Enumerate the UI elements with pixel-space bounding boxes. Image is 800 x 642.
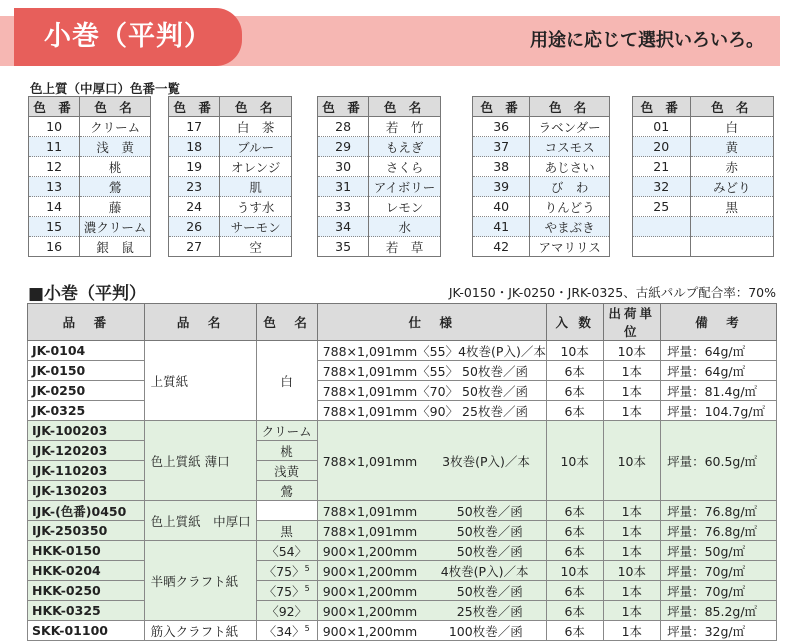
quantity: 6本 bbox=[546, 401, 603, 421]
product-code: HKK-0204 bbox=[28, 561, 145, 581]
spec-size: 788×1,091mm bbox=[322, 503, 418, 519]
color-name: 浅 黄 bbox=[80, 137, 151, 157]
color-number: 37 bbox=[473, 137, 530, 157]
col-header-color-number: 色 番 bbox=[473, 97, 530, 117]
color-number: 13 bbox=[29, 177, 80, 197]
color-number: 33 bbox=[318, 197, 369, 217]
color-number bbox=[633, 237, 691, 257]
color-row bbox=[633, 137, 774, 157]
spec bbox=[317, 601, 546, 621]
header-quantity: 入 数 bbox=[546, 304, 603, 341]
color-row bbox=[169, 117, 292, 137]
color-row bbox=[633, 197, 774, 217]
color-table-1 bbox=[28, 96, 151, 257]
quantity: 6本 bbox=[546, 361, 603, 381]
color-row bbox=[318, 137, 441, 157]
table-row bbox=[28, 601, 777, 621]
quantity: 6本 bbox=[546, 541, 603, 561]
quantity: 6本 bbox=[546, 521, 603, 541]
spec bbox=[317, 621, 546, 641]
product-code: HKK-0250 bbox=[28, 581, 145, 601]
shipping-unit: 1本 bbox=[603, 381, 661, 401]
header-color-name: 色 名 bbox=[256, 304, 317, 341]
color-number: 24 bbox=[169, 197, 220, 217]
color-chart-title: 色上質（中厚口）色番一覧 bbox=[30, 81, 181, 96]
spec-size: 900×1,200mm bbox=[322, 563, 418, 579]
col-header-color-number: 色 番 bbox=[169, 97, 220, 117]
color-row bbox=[169, 217, 292, 237]
table-row bbox=[28, 381, 777, 401]
color-name: 黒 bbox=[690, 197, 773, 217]
color-name: みどり bbox=[690, 177, 773, 197]
table-row bbox=[28, 621, 777, 641]
col-header-color-name: 色 名 bbox=[530, 97, 610, 117]
color-number: 34 bbox=[318, 217, 369, 237]
color-number: 20 bbox=[633, 137, 691, 157]
product-code: IJK-250350 bbox=[28, 521, 145, 541]
color-name bbox=[256, 601, 317, 621]
shipping-unit: 10本 bbox=[603, 341, 661, 361]
table-row bbox=[28, 401, 777, 421]
color-name: 鶯 bbox=[256, 481, 317, 501]
color-number: 39 bbox=[473, 177, 530, 197]
product-code: SKK-01100 bbox=[28, 621, 145, 641]
color-name: ブルー bbox=[220, 137, 292, 157]
remarks: 坪量：64g/㎡ bbox=[661, 341, 777, 361]
product-code: HKK-0150 bbox=[28, 541, 145, 561]
basis-weight-label: 〈34〉 bbox=[263, 623, 305, 639]
color-row bbox=[473, 177, 610, 197]
color-name: 水 bbox=[369, 217, 441, 237]
spec-size: 788×1,091mm bbox=[322, 523, 418, 539]
remarks: 坪量：60.5g/㎡ bbox=[661, 421, 777, 501]
color-name: 肌 bbox=[220, 177, 292, 197]
product-code: IJK-110203 bbox=[28, 461, 145, 481]
product-code: JK-0150 bbox=[28, 361, 145, 381]
color-row bbox=[473, 157, 610, 177]
product-code: IJK-120203 bbox=[28, 441, 145, 461]
product-table bbox=[27, 303, 777, 641]
color-number: 25 bbox=[633, 197, 691, 217]
basis-weight-superscript: 5 bbox=[304, 623, 310, 633]
color-name: 赤 bbox=[690, 157, 773, 177]
color-row bbox=[169, 197, 292, 217]
color-row bbox=[318, 217, 441, 237]
spec-pack: 25枚巻／函 bbox=[456, 603, 523, 619]
table-row bbox=[28, 361, 777, 381]
product-code: IJK-(色番)0450 bbox=[28, 501, 145, 521]
shipping-unit: 1本 bbox=[603, 521, 661, 541]
table-row bbox=[28, 341, 777, 361]
product-name: 半晒クラフト紙 bbox=[144, 541, 256, 621]
spec: 788×1,091mm〈90〉 25枚巻／函 bbox=[317, 401, 546, 421]
col-header-color-number: 色 番 bbox=[29, 97, 80, 117]
spec-pack: 50枚巻／函 bbox=[456, 583, 523, 599]
color-number: 10 bbox=[29, 117, 80, 137]
color-number: 42 bbox=[473, 237, 530, 257]
spec: 788×1,091mm 3枚巻(P入)／本 bbox=[317, 421, 546, 501]
color-table-4 bbox=[472, 96, 610, 257]
spec bbox=[317, 501, 546, 521]
color-row bbox=[473, 197, 610, 217]
spec: 788×1,091mm〈55〉4枚巻(P入)／本 bbox=[317, 341, 546, 361]
col-header-color-number: 色 番 bbox=[633, 97, 691, 117]
color-name: やまぶき bbox=[530, 217, 610, 237]
remarks: 坪量：32g/㎡ bbox=[661, 621, 777, 641]
product-code: JK-0250 bbox=[28, 381, 145, 401]
quantity: 6本 bbox=[546, 581, 603, 601]
color-name: 若 竹 bbox=[369, 117, 441, 137]
color-name: 若 草 bbox=[369, 237, 441, 257]
color-name: 鶯 bbox=[80, 177, 151, 197]
color-name: さくら bbox=[369, 157, 441, 177]
remarks: 坪量：85.2g/㎡ bbox=[661, 601, 777, 621]
recycled-pulp-note: JK-0150・JK-0250・JRK-0325、古紙パルプ配合率：70% bbox=[448, 285, 776, 300]
spec-pack: 50枚巻／函 bbox=[456, 543, 523, 559]
col-header-color-name: 色 名 bbox=[369, 97, 441, 117]
quantity: 6本 bbox=[546, 621, 603, 641]
remarks: 坪量：76.8g/㎡ bbox=[661, 501, 777, 521]
color-number: 15 bbox=[29, 217, 80, 237]
color-table-2 bbox=[168, 96, 292, 257]
color-number: 27 bbox=[169, 237, 220, 257]
color-name: アイボリー bbox=[369, 177, 441, 197]
color-number: 41 bbox=[473, 217, 530, 237]
page-title: 小巻（平判） bbox=[14, 8, 242, 66]
product-code: IJK-130203 bbox=[28, 481, 145, 501]
color-name: コスモス bbox=[530, 137, 610, 157]
color-name: サーモン bbox=[220, 217, 292, 237]
color-row bbox=[29, 197, 151, 217]
spec-size: 900×1,200mm bbox=[322, 583, 418, 599]
col-header-color-name: 色 名 bbox=[220, 97, 292, 117]
color-number: 29 bbox=[318, 137, 369, 157]
color-row bbox=[169, 237, 292, 257]
remarks: 坪量：50g/㎡ bbox=[661, 541, 777, 561]
header-remarks: 備 考 bbox=[661, 304, 777, 341]
remarks: 坪量：81.4g/㎡ bbox=[661, 381, 777, 401]
color-name bbox=[256, 501, 317, 521]
color-number: 18 bbox=[169, 137, 220, 157]
spec bbox=[317, 521, 546, 541]
color-row bbox=[29, 157, 151, 177]
color-row bbox=[29, 137, 151, 157]
color-name: 白 茶 bbox=[220, 117, 292, 137]
color-name: 濃クリーム bbox=[80, 217, 151, 237]
product-name: 色上質紙 中厚口 bbox=[144, 501, 256, 541]
shipping-unit: 10本 bbox=[603, 561, 661, 581]
color-number: 35 bbox=[318, 237, 369, 257]
table-row bbox=[28, 561, 777, 581]
basis-weight-label: 〈54〉 bbox=[266, 543, 308, 559]
color-name bbox=[256, 561, 317, 581]
color-name: 白 bbox=[256, 341, 317, 421]
color-number: 38 bbox=[473, 157, 530, 177]
product-name: 筋入クラフト紙 bbox=[144, 621, 256, 641]
color-row bbox=[473, 237, 610, 257]
color-row bbox=[169, 137, 292, 157]
color-name bbox=[256, 621, 317, 641]
table-row bbox=[28, 421, 777, 441]
product-code: JK-0325 bbox=[28, 401, 145, 421]
color-name: アマリリス bbox=[530, 237, 610, 257]
color-number: 31 bbox=[318, 177, 369, 197]
color-name: レモン bbox=[369, 197, 441, 217]
color-number: 19 bbox=[169, 157, 220, 177]
color-table-5 bbox=[632, 96, 774, 257]
page-subtitle: 用途に応じて選択いろいろ。 bbox=[530, 30, 764, 51]
product-name: 上質紙 bbox=[144, 341, 256, 421]
color-number: 30 bbox=[318, 157, 369, 177]
color-name: ラベンダー bbox=[530, 117, 610, 137]
color-row bbox=[633, 237, 774, 257]
color-number: 26 bbox=[169, 217, 220, 237]
color-name bbox=[256, 581, 317, 601]
color-number: 23 bbox=[169, 177, 220, 197]
color-number: 32 bbox=[633, 177, 691, 197]
color-row bbox=[29, 177, 151, 197]
spec-pack: 100枚巻／函 bbox=[448, 623, 523, 639]
spec bbox=[317, 561, 546, 581]
color-name: 銀 鼠 bbox=[80, 237, 151, 257]
color-row bbox=[473, 137, 610, 157]
shipping-unit: 1本 bbox=[603, 361, 661, 381]
color-row bbox=[318, 117, 441, 137]
product-code: JK-0104 bbox=[28, 341, 145, 361]
color-name: クリーム bbox=[80, 117, 151, 137]
header-product-name: 品 名 bbox=[144, 304, 256, 341]
color-name: 浅黄 bbox=[256, 461, 317, 481]
color-row bbox=[473, 217, 610, 237]
color-row bbox=[318, 197, 441, 217]
color-name: もえぎ bbox=[369, 137, 441, 157]
color-name: 桃 bbox=[256, 441, 317, 461]
color-number: 17 bbox=[169, 117, 220, 137]
shipping-unit: 1本 bbox=[603, 581, 661, 601]
spec-size: 900×1,200mm bbox=[322, 623, 418, 639]
color-row bbox=[318, 177, 441, 197]
shipping-unit: 1本 bbox=[603, 501, 661, 521]
color-row bbox=[633, 177, 774, 197]
remarks: 坪量：70g/㎡ bbox=[661, 581, 777, 601]
spec-pack: 50枚巻／函 bbox=[456, 523, 523, 539]
color-number: 12 bbox=[29, 157, 80, 177]
color-number: 28 bbox=[318, 117, 369, 137]
color-name bbox=[690, 217, 773, 237]
spec-pack: 50枚巻／函 bbox=[456, 503, 523, 519]
color-name: クリーム bbox=[256, 421, 317, 441]
section-title: ■小巻（平判） bbox=[28, 284, 147, 304]
basis-weight-superscript: 5 bbox=[304, 583, 310, 593]
color-row bbox=[473, 117, 610, 137]
remarks: 坪量：76.8g/㎡ bbox=[661, 521, 777, 541]
spec-pack: 4枚巻(P入)／本 bbox=[440, 563, 529, 579]
basis-weight-label: 〈75〉 bbox=[263, 563, 305, 579]
quantity: 10本 bbox=[546, 561, 603, 581]
color-name: び わ bbox=[530, 177, 610, 197]
header-spec: 仕 様 bbox=[317, 304, 546, 341]
color-name bbox=[256, 541, 317, 561]
color-name: あじさい bbox=[530, 157, 610, 177]
color-number: 21 bbox=[633, 157, 691, 177]
color-row bbox=[633, 157, 774, 177]
col-header-color-number: 色 番 bbox=[318, 97, 369, 117]
quantity: 6本 bbox=[546, 501, 603, 521]
color-row bbox=[318, 237, 441, 257]
remarks: 坪量：104.7g/㎡ bbox=[661, 401, 777, 421]
remarks: 坪量：70g/㎡ bbox=[661, 561, 777, 581]
color-table-3 bbox=[317, 96, 441, 257]
shipping-unit: 1本 bbox=[603, 541, 661, 561]
spec: 788×1,091mm〈70〉 50枚巻／函 bbox=[317, 381, 546, 401]
product-code: IJK-100203 bbox=[28, 421, 145, 441]
table-row bbox=[28, 581, 777, 601]
color-row bbox=[169, 157, 292, 177]
color-row bbox=[318, 157, 441, 177]
basis-weight-label: 〈75〉 bbox=[263, 583, 305, 599]
color-row bbox=[633, 217, 774, 237]
spec: 788×1,091mm〈55〉 50枚巻／函 bbox=[317, 361, 546, 381]
color-name: うす水 bbox=[220, 197, 292, 217]
color-number: 40 bbox=[473, 197, 530, 217]
table-row bbox=[28, 501, 777, 521]
color-number: 14 bbox=[29, 197, 80, 217]
color-number: 36 bbox=[473, 117, 530, 137]
remarks: 坪量：64g/㎡ bbox=[661, 361, 777, 381]
col-header-color-name: 色 名 bbox=[690, 97, 773, 117]
quantity: 10本 bbox=[546, 421, 603, 501]
header-banner bbox=[0, 8, 800, 66]
color-name bbox=[690, 237, 773, 257]
spec bbox=[317, 541, 546, 561]
color-row bbox=[29, 217, 151, 237]
basis-weight-superscript: 5 bbox=[304, 563, 310, 573]
color-name: 黒 bbox=[256, 521, 317, 541]
shipping-unit: 10本 bbox=[603, 421, 661, 501]
shipping-unit: 1本 bbox=[603, 601, 661, 621]
color-name: オレンジ bbox=[220, 157, 292, 177]
quantity: 6本 bbox=[546, 381, 603, 401]
basis-weight-label: 〈92〉 bbox=[266, 603, 308, 619]
color-name: 空 bbox=[220, 237, 292, 257]
spec-size: 900×1,200mm bbox=[322, 603, 418, 619]
quantity: 10本 bbox=[546, 341, 603, 361]
col-header-color-name: 色 名 bbox=[80, 97, 151, 117]
product-code: HKK-0325 bbox=[28, 601, 145, 621]
table-row bbox=[28, 541, 777, 561]
color-name: 白 bbox=[690, 117, 773, 137]
color-name: 藤 bbox=[80, 197, 151, 217]
product-name: 色上質紙 薄口 bbox=[144, 421, 256, 501]
color-name: 桃 bbox=[80, 157, 151, 177]
spec bbox=[317, 581, 546, 601]
table-row bbox=[28, 521, 777, 541]
color-row bbox=[29, 237, 151, 257]
quantity: 6本 bbox=[546, 601, 603, 621]
shipping-unit: 1本 bbox=[603, 621, 661, 641]
color-name: 黄 bbox=[690, 137, 773, 157]
header-shipping-unit: 出荷単位 bbox=[603, 304, 661, 341]
color-number: 16 bbox=[29, 237, 80, 257]
color-number: 01 bbox=[633, 117, 691, 137]
color-row bbox=[633, 117, 774, 137]
header-product-code: 品 番 bbox=[28, 304, 145, 341]
shipping-unit: 1本 bbox=[603, 401, 661, 421]
color-number: 11 bbox=[29, 137, 80, 157]
color-name: りんどう bbox=[530, 197, 610, 217]
color-row bbox=[169, 177, 292, 197]
color-number bbox=[633, 217, 691, 237]
color-row bbox=[29, 117, 151, 137]
spec-size: 900×1,200mm bbox=[322, 543, 418, 559]
